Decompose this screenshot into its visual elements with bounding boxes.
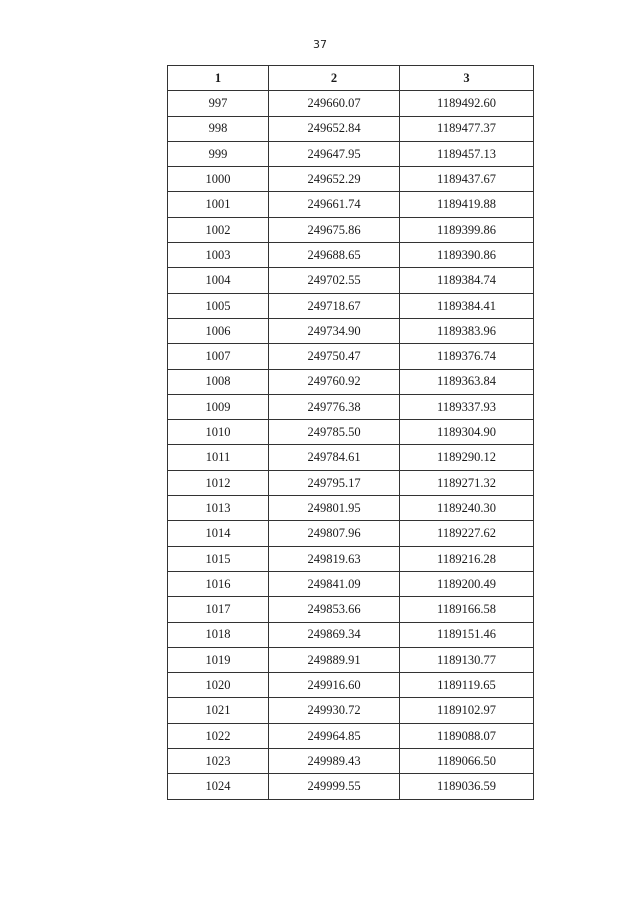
table-row	[168, 91, 534, 116]
y-coordinate-cell: 1189066.50	[400, 749, 534, 774]
x-coordinate-cell: 249702.55	[269, 268, 400, 293]
column-header-3: 3	[400, 66, 534, 91]
table-row	[168, 293, 534, 318]
table-row	[168, 723, 534, 748]
table-row	[168, 470, 534, 495]
point-number-cell: 1014	[168, 521, 269, 546]
table-row	[168, 521, 534, 546]
table-row	[168, 698, 534, 723]
x-coordinate-cell: 249660.07	[269, 91, 400, 116]
table-row	[168, 622, 534, 647]
point-number-cell: 1018	[168, 622, 269, 647]
x-coordinate-cell: 249675.86	[269, 217, 400, 242]
y-coordinate-cell: 1189384.41	[400, 293, 534, 318]
y-coordinate-cell: 1189384.74	[400, 268, 534, 293]
point-number-cell: 1021	[168, 698, 269, 723]
table-row	[168, 571, 534, 596]
y-coordinate-cell: 1189216.28	[400, 546, 534, 571]
y-coordinate-cell: 1189119.65	[400, 673, 534, 698]
y-coordinate-cell: 1189227.62	[400, 521, 534, 546]
point-number-cell: 1002	[168, 217, 269, 242]
y-coordinate-cell: 1189240.30	[400, 496, 534, 521]
x-coordinate-cell: 249819.63	[269, 546, 400, 571]
coordinates-table	[167, 65, 534, 800]
point-number-cell: 1024	[168, 774, 269, 799]
x-coordinate-cell: 249801.95	[269, 496, 400, 521]
x-coordinate-cell: 249661.74	[269, 192, 400, 217]
point-number-cell: 1004	[168, 268, 269, 293]
y-coordinate-cell: 1189304.90	[400, 420, 534, 445]
x-coordinate-cell: 249807.96	[269, 521, 400, 546]
point-number-cell: 999	[168, 141, 269, 166]
point-number-cell: 1003	[168, 243, 269, 268]
table-body	[168, 91, 534, 799]
column-header-2: 2	[269, 66, 400, 91]
table-row	[168, 597, 534, 622]
y-coordinate-cell: 1189390.86	[400, 243, 534, 268]
x-coordinate-cell: 249647.95	[269, 141, 400, 166]
point-number-cell: 1012	[168, 470, 269, 495]
x-coordinate-cell: 249989.43	[269, 749, 400, 774]
point-number-cell: 998	[168, 116, 269, 141]
point-number-cell: 1000	[168, 167, 269, 192]
y-coordinate-cell: 1189383.96	[400, 318, 534, 343]
y-coordinate-cell: 1189200.49	[400, 571, 534, 596]
point-number-cell: 1009	[168, 394, 269, 419]
point-number-cell: 1015	[168, 546, 269, 571]
point-number-cell: 1020	[168, 673, 269, 698]
x-coordinate-cell: 249652.84	[269, 116, 400, 141]
table-row	[168, 445, 534, 470]
y-coordinate-cell: 1189376.74	[400, 344, 534, 369]
table-row	[168, 268, 534, 293]
column-header-1: 1	[168, 66, 269, 91]
point-number-cell: 1010	[168, 420, 269, 445]
point-number-cell: 1016	[168, 571, 269, 596]
table-row	[168, 749, 534, 774]
table-header	[168, 66, 534, 91]
y-coordinate-cell: 1189166.58	[400, 597, 534, 622]
x-coordinate-cell: 249784.61	[269, 445, 400, 470]
y-coordinate-cell: 1189457.13	[400, 141, 534, 166]
x-coordinate-cell: 249841.09	[269, 571, 400, 596]
y-coordinate-cell: 1189088.07	[400, 723, 534, 748]
table-row	[168, 546, 534, 571]
table-row	[168, 673, 534, 698]
x-coordinate-cell: 249853.66	[269, 597, 400, 622]
point-number-cell: 1006	[168, 318, 269, 343]
table-row	[168, 774, 534, 799]
table-row	[168, 318, 534, 343]
y-coordinate-cell: 1189036.59	[400, 774, 534, 799]
table-row	[168, 394, 534, 419]
point-number-cell: 997	[168, 91, 269, 116]
x-coordinate-cell: 249930.72	[269, 698, 400, 723]
y-coordinate-cell: 1189130.77	[400, 647, 534, 672]
table-row	[168, 217, 534, 242]
x-coordinate-cell: 249964.85	[269, 723, 400, 748]
x-coordinate-cell: 249869.34	[269, 622, 400, 647]
y-coordinate-cell: 1189271.32	[400, 470, 534, 495]
table-row	[168, 496, 534, 521]
x-coordinate-cell: 249718.67	[269, 293, 400, 318]
y-coordinate-cell: 1189492.60	[400, 91, 534, 116]
point-number-cell: 1013	[168, 496, 269, 521]
y-coordinate-cell: 1189102.97	[400, 698, 534, 723]
x-coordinate-cell: 249795.17	[269, 470, 400, 495]
x-coordinate-cell: 249999.55	[269, 774, 400, 799]
point-number-cell: 1023	[168, 749, 269, 774]
y-coordinate-cell: 1189477.37	[400, 116, 534, 141]
header-row	[168, 66, 534, 91]
point-number-cell: 1011	[168, 445, 269, 470]
page-number: 37	[313, 38, 327, 51]
table-row	[168, 420, 534, 445]
x-coordinate-cell: 249889.91	[269, 647, 400, 672]
point-number-cell: 1005	[168, 293, 269, 318]
y-coordinate-cell: 1189363.84	[400, 369, 534, 394]
x-coordinate-cell: 249785.50	[269, 420, 400, 445]
y-coordinate-cell: 1189399.86	[400, 217, 534, 242]
x-coordinate-cell: 249916.60	[269, 673, 400, 698]
table-row	[168, 243, 534, 268]
point-number-cell: 1022	[168, 723, 269, 748]
y-coordinate-cell: 1189337.93	[400, 394, 534, 419]
point-number-cell: 1007	[168, 344, 269, 369]
x-coordinate-cell: 249652.29	[269, 167, 400, 192]
table-row	[168, 647, 534, 672]
table-row	[168, 344, 534, 369]
point-number-cell: 1019	[168, 647, 269, 672]
x-coordinate-cell: 249776.38	[269, 394, 400, 419]
table-row	[168, 167, 534, 192]
point-number-cell: 1008	[168, 369, 269, 394]
point-number-cell: 1001	[168, 192, 269, 217]
table-row	[168, 369, 534, 394]
y-coordinate-cell: 1189151.46	[400, 622, 534, 647]
x-coordinate-cell: 249734.90	[269, 318, 400, 343]
table-row	[168, 192, 534, 217]
x-coordinate-cell: 249760.92	[269, 369, 400, 394]
x-coordinate-cell: 249688.65	[269, 243, 400, 268]
point-number-cell: 1017	[168, 597, 269, 622]
y-coordinate-cell: 1189290.12	[400, 445, 534, 470]
table-row	[168, 141, 534, 166]
x-coordinate-cell: 249750.47	[269, 344, 400, 369]
table-row	[168, 116, 534, 141]
y-coordinate-cell: 1189437.67	[400, 167, 534, 192]
y-coordinate-cell: 1189419.88	[400, 192, 534, 217]
